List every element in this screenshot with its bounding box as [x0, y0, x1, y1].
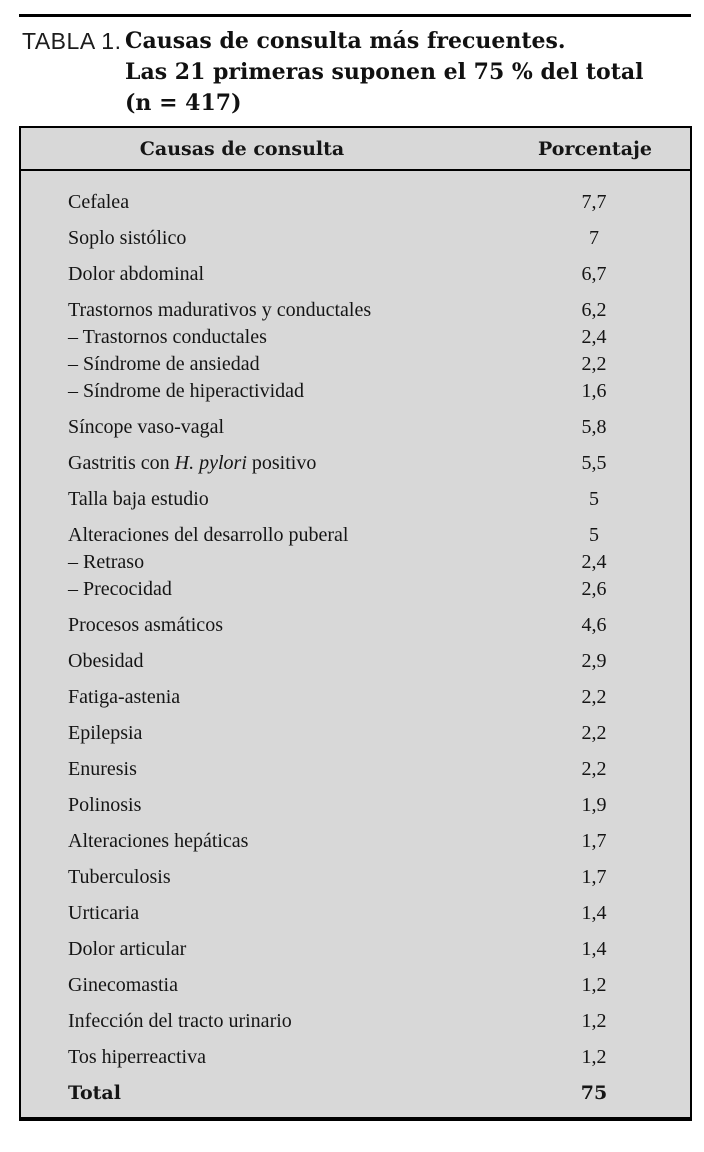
percentage-value: 1,2: [581, 1046, 607, 1068]
percentage-value: 2,2: [581, 722, 607, 744]
cause-label-segment: positivo: [246, 452, 317, 474]
percentage-value: 5,8: [581, 416, 607, 438]
cause-label: Trastornos madurativos y conductales: [68, 299, 372, 321]
table-row: [21, 439, 690, 475]
percentage-value: 2,2: [581, 686, 607, 708]
table-row: [21, 547, 690, 574]
cause-label: – Síndrome de hiperactividad: [68, 380, 305, 402]
table-row: [21, 349, 690, 376]
percentage-value: 7: [589, 227, 599, 249]
cause-label-italic-segment: H. pylori: [174, 452, 247, 474]
cause-label: Infección del tracto urinario: [68, 1010, 292, 1032]
table-row: [21, 1033, 690, 1069]
table-row: [21, 961, 690, 997]
caption-line-2: Las 21 primeras suponen el 75 % del total: [125, 59, 644, 85]
cause-label: Polinosis: [68, 794, 142, 816]
percentage-value: 6,7: [581, 263, 607, 285]
cause-label: Epilepsia: [68, 722, 143, 744]
table-row: [21, 1069, 690, 1105]
cause-label: Procesos asmáticos: [68, 614, 223, 636]
table-row: [21, 781, 690, 817]
percentage-value: 1,9: [581, 794, 607, 816]
cause-label: – Trastornos conductales: [68, 326, 267, 348]
cause-label: Total: [68, 1082, 121, 1104]
table-row: [21, 817, 690, 853]
percentage-value: 1,7: [581, 866, 607, 888]
table-body: [21, 171, 690, 1117]
table-row: [21, 475, 690, 511]
percentage-value: 2,2: [581, 758, 607, 780]
percentage-value: 2,4: [581, 551, 607, 573]
cause-label: – Síndrome de ansiedad: [68, 353, 260, 375]
percentage-value: 2,4: [581, 326, 607, 348]
table-row: [21, 511, 690, 547]
table-caption: [125, 26, 643, 119]
table-row: [21, 925, 690, 961]
cause-label: Cefalea: [68, 191, 130, 213]
caption-line-1: Causas de consulta más frecuentes.: [125, 28, 566, 54]
cause-label: Tuberculosis: [68, 866, 171, 888]
cause-label: Dolor abdominal: [68, 263, 205, 285]
percentage-value: 5,5: [581, 452, 607, 474]
table-row: [21, 997, 690, 1033]
percentage-value: 5: [589, 488, 599, 510]
percentage-value: 2,2: [581, 353, 607, 375]
cause-label: Fatiga-astenia: [68, 686, 181, 708]
percentage-value: 7,7: [581, 191, 607, 213]
cause-label: – Precocidad: [68, 578, 172, 600]
table-title: [22, 26, 686, 119]
table-row: [21, 574, 690, 601]
top-rule-divider: [19, 14, 691, 17]
cause-label: Obesidad: [68, 650, 144, 672]
table-row: [21, 637, 690, 673]
table-row: [21, 322, 690, 349]
percentage-value: 5: [589, 524, 599, 546]
cause-label-segment: Gastritis con: [68, 452, 175, 474]
table-row: [21, 601, 690, 637]
percentage-value: 6,2: [581, 299, 607, 321]
cause-label: Soplo sistólico: [68, 227, 187, 249]
cause-label: Enuresis: [68, 758, 137, 780]
percentage-value: 4,6: [581, 614, 607, 636]
percentage-value: 75: [580, 1082, 608, 1104]
cause-label: Urticaria: [68, 902, 140, 924]
percentage-value: 1,2: [581, 1010, 607, 1032]
table-row: [21, 286, 690, 322]
table-row: [21, 889, 690, 925]
caption-line-3: (n = 417): [125, 90, 242, 116]
table-row: [21, 853, 690, 889]
percentage-value: 2,9: [581, 650, 607, 672]
table-number-label: TABLA 1.: [22, 28, 122, 54]
percentage-value: 1,4: [581, 902, 607, 924]
table-header-row: [21, 128, 690, 171]
percentage-value: 2,6: [581, 578, 607, 600]
cause-label: Dolor articular: [68, 938, 187, 960]
table-row: [21, 376, 690, 403]
percentage-value: 1,6: [581, 380, 607, 402]
cause-label: Alteraciones hepáticas: [68, 830, 249, 852]
table-row: [21, 250, 690, 286]
cause-label: Ginecomastia: [68, 974, 178, 996]
table-row: [21, 214, 690, 250]
table-row: [21, 673, 690, 709]
table-row: [21, 709, 690, 745]
consultation-causes-table: [19, 126, 692, 1121]
table-row: [21, 745, 690, 781]
percentage-value: 1,4: [581, 938, 607, 960]
cause-label: Síncope vaso-vagal: [68, 416, 225, 438]
cause-label: – Retraso: [68, 551, 145, 573]
table-row: [21, 403, 690, 439]
percentage-value: 1,7: [581, 830, 607, 852]
table-row: [21, 171, 690, 214]
cause-label: Talla baja estudio: [68, 488, 209, 510]
cause-label: [21, 452, 538, 475]
cause-label: Tos hiperreactiva: [68, 1046, 206, 1068]
cause-label: Alteraciones del desarrollo puberal: [68, 524, 349, 546]
column-header-causes: Causas de consulta: [139, 137, 345, 160]
column-header-percentage: Porcentaje: [538, 137, 652, 160]
percentage-value: 1,2: [581, 974, 607, 996]
